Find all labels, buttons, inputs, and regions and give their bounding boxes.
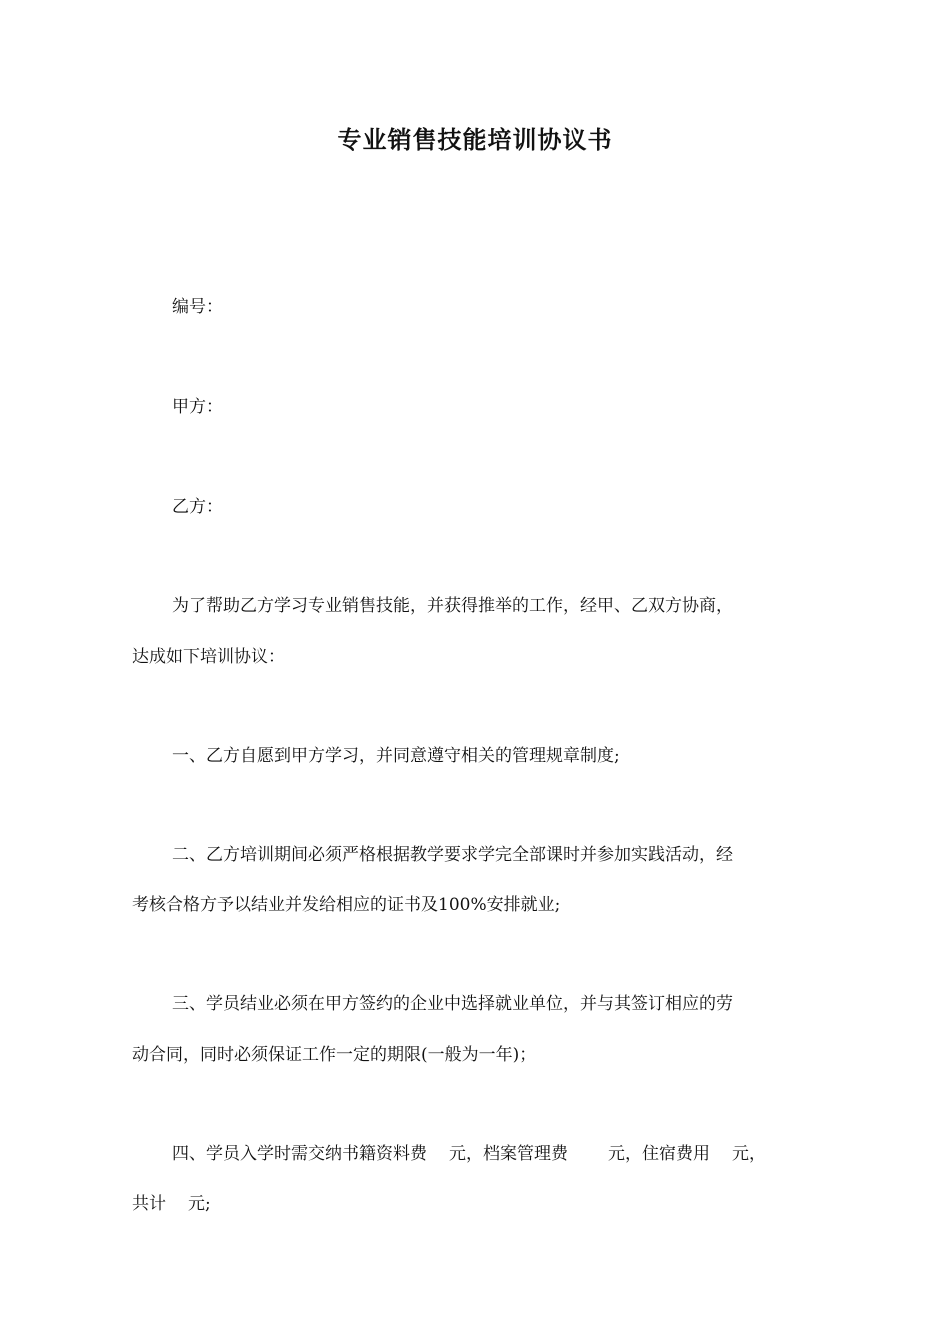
intro-line-1: 为了帮助乙方学习专业销售技能，并获得推举的工作，经甲、乙双方协商， xyxy=(172,596,733,616)
clause-4-line-1 xyxy=(172,1146,766,1163)
clause-2-line-1: 二、乙方培训期间必须严格根据教学要求学完全部课时并参加实践活动，经 xyxy=(172,845,733,865)
clause-4-fee-archive: 元，档案管理费 xyxy=(449,1144,568,1164)
clause-4-total-yuan: 元; xyxy=(188,1194,211,1214)
clause-4-fee-lodging: 元，住宿费用 xyxy=(608,1144,710,1164)
party-a-label: 甲方： xyxy=(172,397,223,417)
party-b-label: 乙方： xyxy=(172,497,223,517)
intro-line-2: 达成如下培训协议： xyxy=(132,647,285,667)
clause-4-yuan: 元， xyxy=(732,1144,766,1164)
clause-3-line-2: 动合同，同时必须保证工作一定的期限(一般为一年)； xyxy=(132,1045,537,1065)
document-title: 专业销售技能培训协议书 xyxy=(337,126,613,154)
clause-4-fee-books: 四、学员入学时需交纳书籍资料费 xyxy=(172,1144,427,1164)
number-field-label: 编号： xyxy=(172,297,223,317)
clause-4-total-label: 共计 xyxy=(132,1194,166,1214)
clause-2-line-2: 考核合格方予以结业并发给相应的证书及100%安排就业; xyxy=(132,895,561,915)
clause-4-line-2 xyxy=(132,1196,211,1213)
clause-3-line-1: 三、学员结业必须在甲方签约的企业中选择就业单位，并与其签订相应的劳 xyxy=(172,994,733,1014)
clause-1-line-1: 一、乙方自愿到甲方学习，并同意遵守相关的管理规章制度; xyxy=(172,746,620,766)
